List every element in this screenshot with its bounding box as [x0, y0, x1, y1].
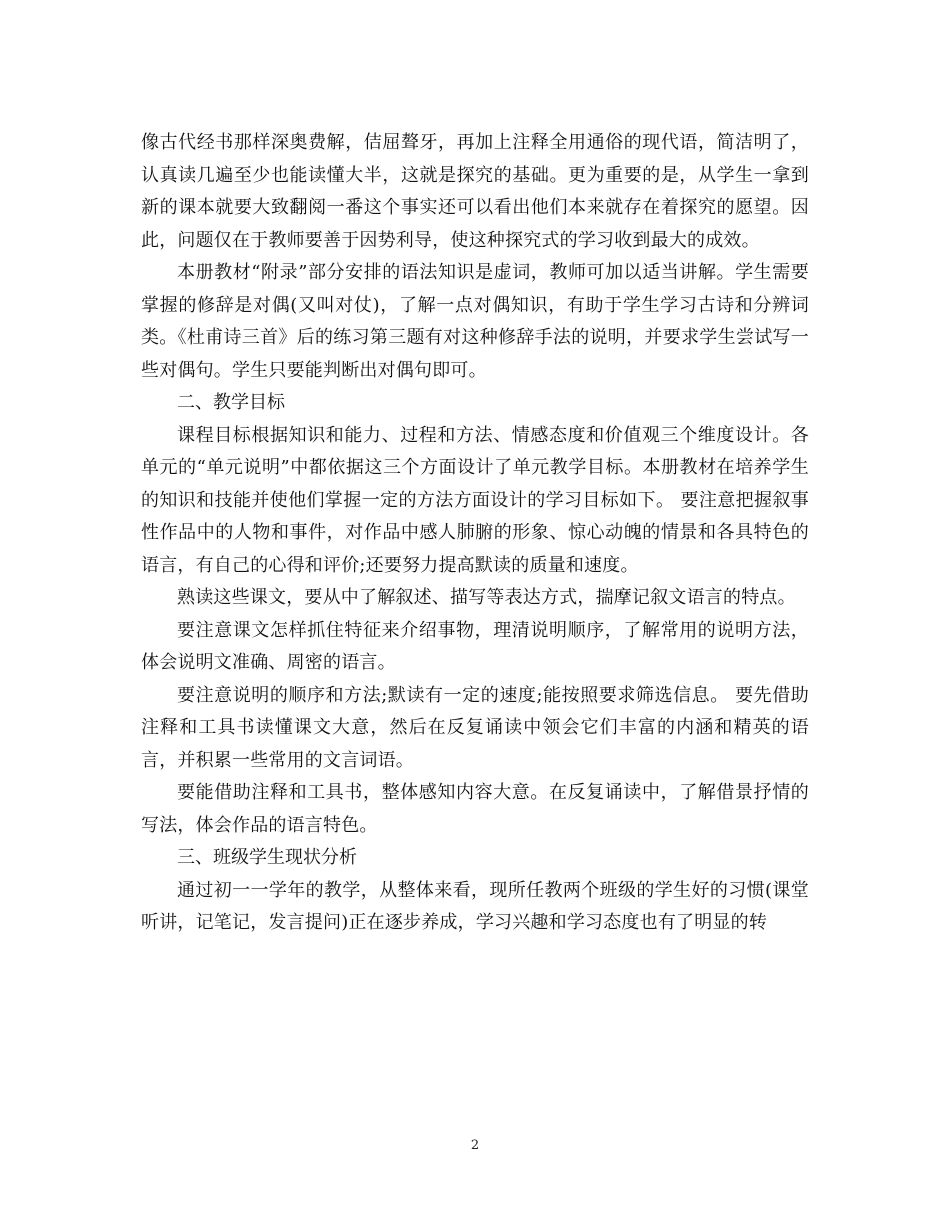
- page-number: 2: [470, 1138, 480, 1153]
- section-heading-teaching-goals: 二、教学目标: [177, 392, 285, 413]
- paragraph-read-texts: 熟读这些课文，要从中了解叙述、描写等表达方式，揣摩记叙文语言的特点。: [177, 587, 796, 608]
- paragraph-class-status: 通过初一一学年的教学，从整体来看，现所任教两个班级的学生好的习惯(课堂听讲，记笔记，发言提问)正在逐步养成，学习兴趣和学习态度也有了明显的转: [141, 879, 809, 933]
- paragraph-classical-texts: 要注意说明的顺序和方法;默读有一定的速度;能按照要求筛选信息。 要先借助注释和工具书读懂课文大意，然后在反复诵读中领会它们丰富的内涵和精英的语言，并积累一些常用的文言词语。: [141, 684, 809, 771]
- paragraph-continued: 像古代经书那样深奥费解，佶屈聱牙，再加上注释全用通俗的现代语，简洁明了，认真读几遍至少也能读懂大半，这就是探究的基础。更为重要的是，从学生一拿到新的课本就要大致翻阅一番这个事实还可以看出他们本来就存在着探究的愿望。因此，问题仅在于教师要善于因势利导，使这种探究式的学习收到最大的成效。: [141, 132, 809, 251]
- section-heading-class-analysis: 三、班级学生现状分析: [177, 847, 357, 868]
- paragraph-poetry-reading: 要能借助注释和工具书，整体感知内容大意。在反复诵读中，了解借景抒情的写法，体会作品的语言特色。: [141, 782, 809, 836]
- paragraph-appendix-grammar: 本册教材“附录”部分安排的语法知识是虚词，教师可加以适当讲解。学生需要掌握的修辞是对偶(又叫对仗)，了解一点对偶知识，有助于学生学习古诗和分辨词类。《杜甫诗三首》后的练习第三题有对这种修辞手法的说明，并要求学生尝试写一些对偶句。学生只要能判断出对偶句即可。: [141, 262, 809, 381]
- document-body: [141, 127, 809, 940]
- paragraph-course-goals: 课程目标根据知识和能力、过程和方法、情感态度和价值观三个维度设计。各单元的“单元说明”中都依据这三个方面设计了单元教学目标。本册教材在培养学生的知识和技能并使他们掌握一定的方法方面设计的学习目标如下。 要注意把握叙事性作品中的人物和事件，对作品中感人肺腑的形象、惊心动魄的情景和各具特色的语言，有自己的心得和评价;还要努力提高默读的质量和速度。: [141, 424, 809, 576]
- paragraph-expository-texts: 要注意课文怎样抓住特征来介绍事物，理清说明顺序，了解常用的说明方法，体会说明文准确、周密的语言。: [141, 619, 809, 673]
